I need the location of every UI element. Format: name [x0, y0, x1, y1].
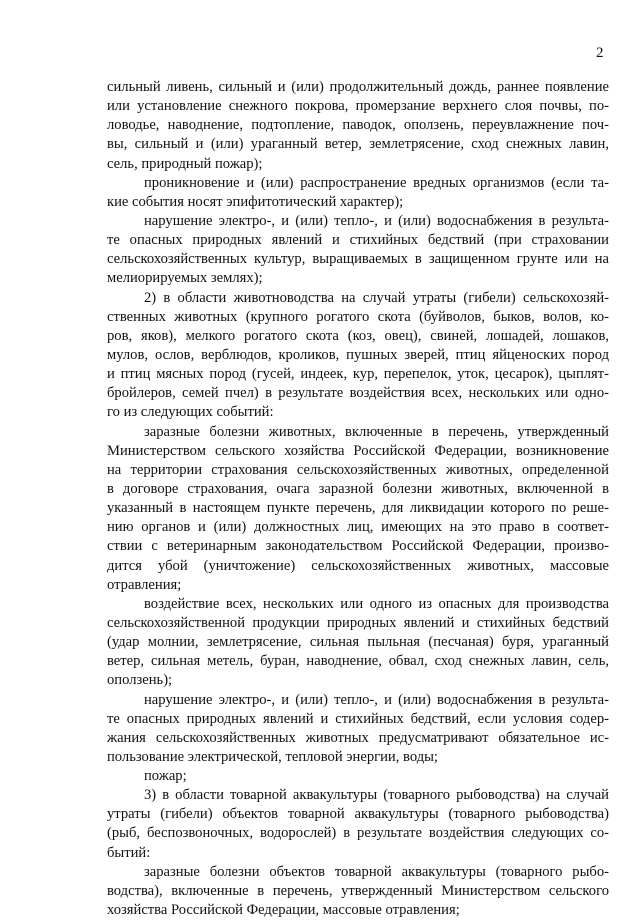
text-line: жания сельскохозяйственных животных предусматривают обязательное ис- [107, 729, 609, 746]
text-line: дится убой (уничтожение) сельскохозяйственных животных, массовые [107, 557, 609, 574]
text-line: воздействие всех, нескольких или одного из опасных для производства [144, 595, 609, 612]
text-line: ловодье, наводнение, подтопление, паводок, оползень, переувлажнение поч- [107, 117, 609, 134]
text-line: проникновение и (или) распространение вредных организмов (если та- [144, 174, 609, 191]
text-line: го из следующих событий: [107, 404, 274, 421]
text-line: сель, природный пожар); [107, 155, 263, 172]
text-line: ствии с ветеринарным законодательством Российской Федерации, произво- [107, 538, 609, 555]
text-line: указанный в настоящем пункте перечень, для ликвидации которого по реше- [107, 500, 609, 517]
text-line: бытий: [107, 844, 151, 861]
text-line: ственных животных (крупного рогатого скота (буйволов, быков, волов, ко- [107, 308, 609, 325]
text-line: в договоре страхования, очага заразной болезни животных, включенной в [107, 480, 609, 497]
text-line: нию органов и (или) должностных лиц, имеющих на это право в соответ- [107, 519, 609, 536]
text-line: сильный ливень, сильный и (или) продолжительный дождь, раннее появление [107, 79, 609, 95]
text-line: заразные болезни объектов товарной аквакультуры (товарного рыбо- [144, 863, 609, 880]
text-line: вы, сильный и (или) ураганный ветер, землетрясение, сход снежных лавин, [107, 136, 609, 153]
text-line: ветер, сильная метель, буран, наводнение, обвал, сход снежных лавин, сель, [107, 653, 609, 670]
text-line: пожар; [144, 768, 187, 785]
text-line: ров, яков), мелкого рогатого скота (коз, овец), свиней, лошадей, лошаков, [107, 327, 609, 344]
text-line: или установление снежного покрова, промерзание верхнего слоя почвы, по- [107, 98, 609, 115]
text-line: сельскохозяйственной продукции природных явлений и стихийных бедствий [107, 614, 609, 631]
document-body [107, 78, 609, 920]
text-line: (рыб, беспозвоночных, водорослей) в результате воздействия следующих со- [107, 825, 609, 842]
text-line: Министерством сельского хозяйства Российской Федерации, возникновение [107, 442, 609, 459]
text-line: отравления; [107, 576, 182, 593]
text-line: пользование электрической, тепловой энергии, воды; [107, 748, 438, 765]
text-line: 3) в области товарной аквакультуры (товарного рыбоводства) на случай [144, 787, 609, 804]
text-line: мелиорируемых землях); [107, 270, 263, 287]
text-line: те опасных природных явлений и стихийных бедствий, если условия содер- [107, 710, 609, 727]
text-line: (удар молнии, землетрясение, сильная пыльная (песчаная) буря, ураганный [107, 634, 609, 651]
text-line: утраты (гибели) объектов товарной аквакультуры (товарного рыбоводства) [107, 806, 609, 823]
text-line: нарушение электро-, и (или) тепло-, и (или) водоснабжения в результа- [144, 691, 609, 708]
text-line: водства), включенные в перечень, утвержденный Министерством сельского [107, 882, 609, 899]
text-line: сельскохозяйственных культур, выращиваемых в защищенном грунте или на [107, 251, 609, 268]
text-line: кие события носят эпифитотический характер); [107, 193, 404, 210]
text-line: хозяйства Российской Федерации, массовые отравления; [107, 902, 460, 919]
text-line: и птиц мясных пород (гусей, индеек, кур, перепелок, уток, цесарок), цыплят- [107, 366, 609, 383]
text-line: мулов, ослов, верблюдов, кроликов, пушных зверей, птиц яйценоских пород [107, 346, 609, 363]
text-line: оползень); [107, 672, 173, 689]
text-line: бройлеров, семей пчел) в результате воздействия всех, нескольких или одно- [107, 385, 609, 402]
text-line: на территории страхования сельскохозяйственных животных, определенной [107, 461, 609, 478]
page-number: 2 [596, 45, 604, 61]
text-line: те опасных природных явлений и стихийных бедствий (при страховании [107, 232, 609, 249]
text-line: нарушение электро-, и (или) тепло-, и (или) водоснабжения в результа- [144, 212, 609, 229]
text-line: 2) в области животноводства на случай утраты (гибели) сельскохозяй- [144, 289, 609, 306]
text-line: заразные болезни животных, включенные в перечень, утвержденный [144, 423, 609, 440]
